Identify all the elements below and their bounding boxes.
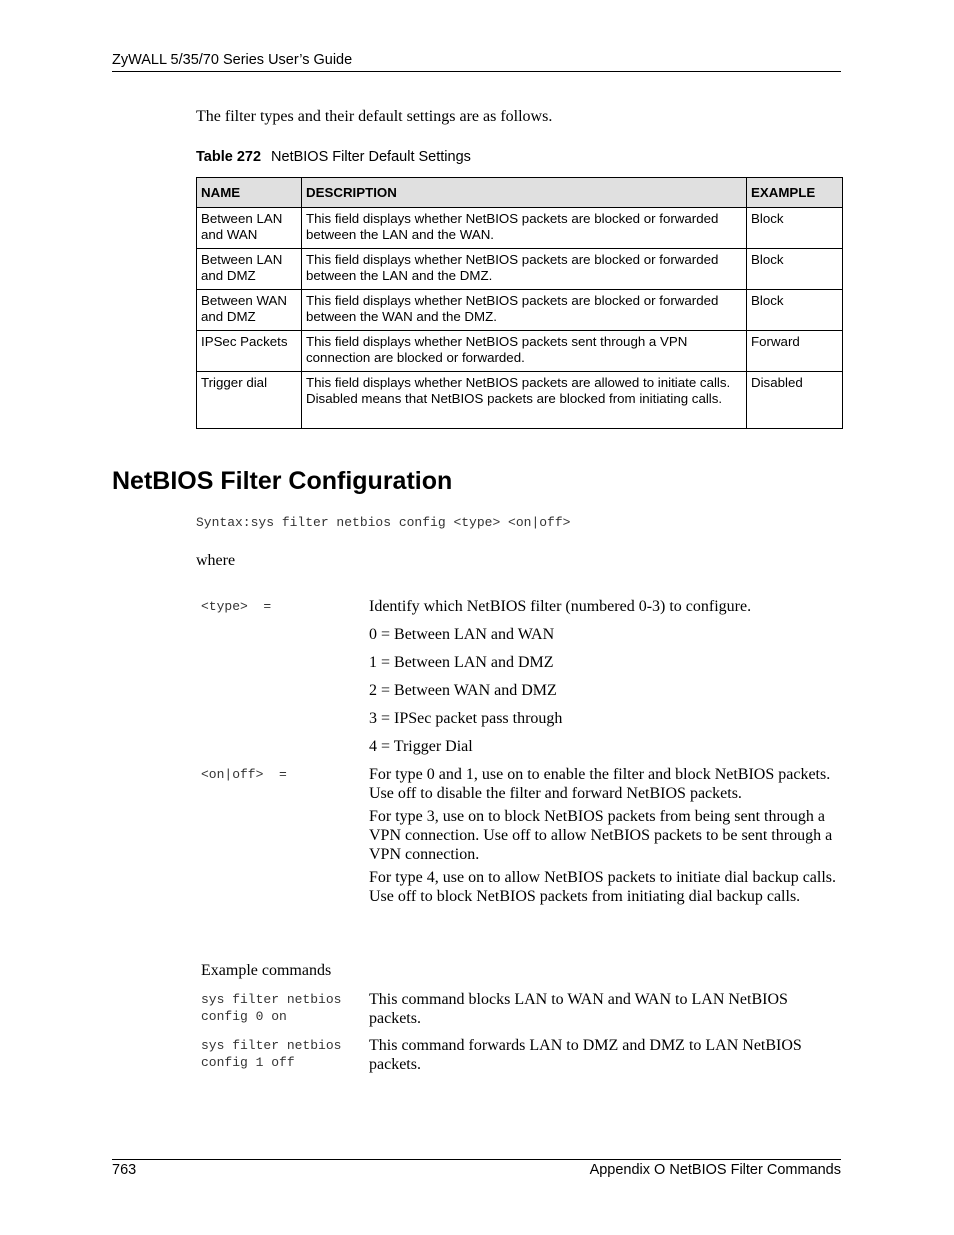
- cell-name: IPSec Packets: [197, 331, 302, 372]
- cell-name: Between LAN and WAN: [197, 208, 302, 249]
- intro-paragraph: The filter types and their default settings are as follows.: [196, 108, 553, 125]
- cell-description: This field displays whether NetBIOS packets are blocked or forwarded between the LAN and the DMZ.: [302, 249, 747, 290]
- example-commands-title: Example commands: [201, 962, 332, 979]
- cell-name: Between LAN and DMZ: [197, 249, 302, 290]
- param-type-line: 4 = Trigger Dial: [369, 738, 473, 755]
- cell-name: Between WAN and DMZ: [197, 290, 302, 331]
- table-row: [197, 331, 843, 372]
- table-header-row: [197, 178, 843, 208]
- example-command: sys filter netbios config 1 off: [201, 1038, 342, 1070]
- table-row: [197, 249, 843, 290]
- section-title: NetBIOS Filter Configuration: [112, 467, 453, 495]
- param-onoff-paragraph: For type 3, use on to block NetBIOS packets from being sent through a VPN connection. Use off to allow NetBIOS packets to be sent through a VPN connection.: [369, 808, 833, 863]
- netbios-defaults-table: [196, 177, 843, 429]
- cell-example: Block: [747, 208, 843, 249]
- running-footer-title: Appendix O NetBIOS Filter Commands: [589, 1162, 841, 1178]
- table-row: [197, 372, 843, 429]
- table-caption-title: NetBIOS Filter Default Settings: [271, 149, 471, 165]
- column-header-example: EXAMPLE: [747, 178, 843, 208]
- param-type-line: 0 = Between LAN and WAN: [369, 626, 555, 643]
- syntax-line: Syntax:sys filter netbios config <type> <on|off>: [196, 515, 571, 530]
- running-header: ZyWALL 5/35/70 Series User’s Guide: [112, 52, 353, 68]
- param-onoff-paragraph: For type 4, use on to allow NetBIOS packets to initiate dial backup calls. Use off to block NetBIOS packets from initiating dial backup calls.: [369, 869, 837, 905]
- table-caption-label: Table 272: [196, 149, 262, 165]
- cell-name: Trigger dial: [197, 372, 302, 429]
- page-number: 763: [112, 1162, 137, 1178]
- cell-description: This field displays whether NetBIOS packets are blocked or forwarded between the WAN and the DMZ.: [302, 290, 747, 331]
- footer-divider: [112, 1159, 841, 1160]
- param-type-label: <type> =: [201, 599, 272, 614]
- cell-example: Block: [747, 249, 843, 290]
- example-command-description: This command forwards LAN to DMZ and DMZ to LAN NetBIOS packets.: [369, 1037, 802, 1073]
- param-onoff-label: <on|off> =: [201, 767, 287, 782]
- cell-example: Disabled: [747, 372, 843, 429]
- cell-description: This field displays whether NetBIOS packets are blocked or forwarded between the LAN and the WAN.: [302, 208, 747, 249]
- param-type-line: 1 = Between LAN and DMZ: [369, 654, 554, 671]
- table-caption: [196, 149, 471, 165]
- param-onoff-paragraph: For type 0 and 1, use on to enable the filter and block NetBIOS packets. Use off to disable the filter and forward NetBIOS packets.: [369, 766, 831, 802]
- param-type-line: 3 = IPSec packet pass through: [369, 710, 563, 727]
- column-header-name: NAME: [197, 178, 302, 208]
- column-header-description: DESCRIPTION: [302, 178, 747, 208]
- cell-example: Forward: [747, 331, 843, 372]
- param-type-line: Identify which NetBIOS filter (numbered 0-3) to configure.: [369, 598, 752, 615]
- cell-example: Block: [747, 290, 843, 331]
- header-divider: [112, 71, 841, 72]
- table-row: [197, 290, 843, 331]
- cell-description: This field displays whether NetBIOS packets are allowed to initiate calls. Disabled means that NetBIOS packets are blocked from initiating calls.: [302, 372, 747, 429]
- example-command-description: This command blocks LAN to WAN and WAN to LAN NetBIOS packets.: [369, 991, 788, 1027]
- cell-description: This field displays whether NetBIOS packets sent through a VPN connection are blocked or forwarded.: [302, 331, 747, 372]
- where-label: where: [196, 552, 236, 569]
- table-row: [197, 208, 843, 249]
- example-command: sys filter netbios config 0 on: [201, 992, 342, 1024]
- param-type-line: 2 = Between WAN and DMZ: [369, 682, 557, 699]
